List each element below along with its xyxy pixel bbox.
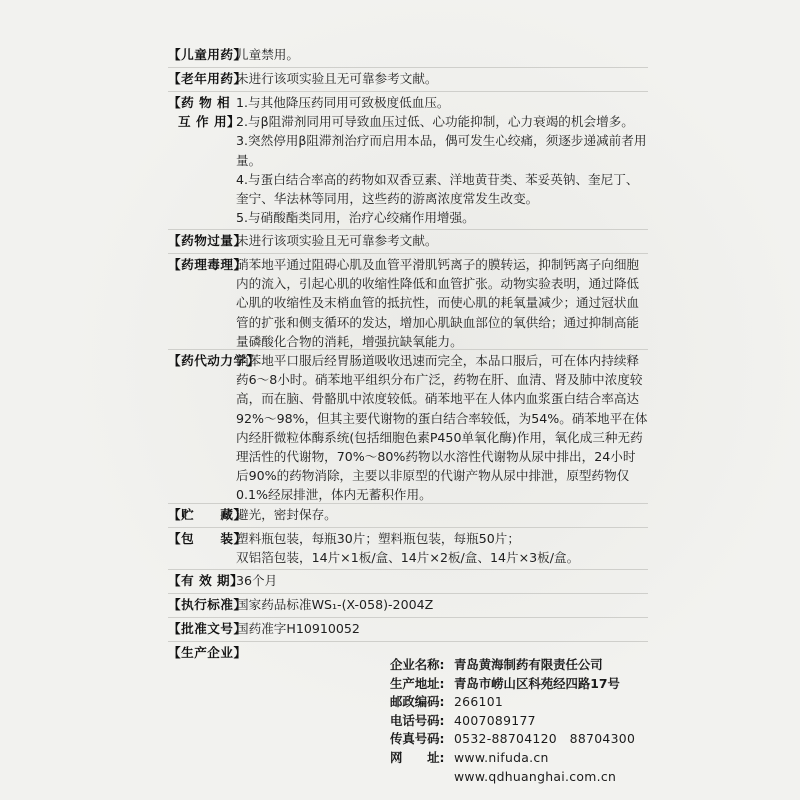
section-text	[236, 69, 648, 88]
text-line: 未进行该项实验且无可靠参考文献。	[236, 233, 438, 248]
company-address-row	[390, 675, 680, 694]
section-overdose	[168, 229, 648, 253]
company-fax-row	[390, 730, 680, 749]
label-line: 【药 物 相	[168, 95, 231, 110]
company-phone-key: 电话号码:	[390, 712, 445, 728]
section-label: 【贮 藏】	[168, 507, 247, 522]
section-text	[236, 529, 648, 567]
section-text	[236, 595, 648, 614]
section-label	[168, 93, 241, 131]
company-web-key: 网 址:	[390, 749, 445, 765]
text-line: 儿童禁用。	[236, 47, 299, 62]
company-address-key: 生产地址:	[390, 675, 445, 691]
section-pediatric	[168, 44, 648, 67]
company-web-row	[390, 749, 680, 768]
section-text	[236, 93, 648, 227]
text-line: 2.与β阻滞剂同用可导致血压过低、心功能抑制，心力衰竭的机会增多。	[236, 114, 634, 130]
company-phone-row	[390, 712, 680, 731]
text-line: 避光，密封保存。	[236, 507, 337, 522]
section-pharmacology	[168, 253, 648, 349]
company-zip: 266101	[454, 694, 504, 710]
company-name-row	[390, 656, 680, 675]
section-label: 【批准文号】	[168, 621, 247, 636]
text-line: 塑料瓶包装，每瓶30片；塑料瓶包装，每瓶50片；	[236, 531, 520, 546]
text-line: 未进行该项实验且无可靠参考文献。	[236, 71, 438, 86]
section-label: 【药物过量】	[168, 233, 247, 248]
label-line: 互 作 用】	[178, 114, 241, 130]
company-web-1: www.nifuda.cn	[454, 749, 549, 765]
drug-leaflet	[168, 44, 648, 665]
section-text	[236, 231, 648, 250]
text-line: 国药准字H10910052	[236, 621, 360, 636]
text-line: 3.突然停用β阻滞剂治疗而启用本品，偶可发生心绞痛，须逐步递减前者用量。	[236, 133, 647, 168]
text-line: 5.与硝酸酯类同用，治疗心绞痛作用增强。	[236, 210, 475, 226]
company-address: 青岛市崂山区科苑经四路17号	[454, 675, 620, 691]
section-packaging	[168, 527, 648, 569]
section-text	[236, 505, 648, 524]
section-geriatric	[168, 67, 648, 91]
section-text	[236, 619, 648, 638]
section-text	[236, 571, 648, 590]
section-approval	[168, 617, 648, 641]
company-fax-key: 传真号码:	[390, 731, 445, 747]
text-line: 国家药品标准WS₁-(X-058)-2004Z	[236, 597, 434, 612]
company-zip-row	[390, 693, 680, 712]
section-label: 【药理毒理】	[168, 257, 247, 272]
section-label: 【药代动力学】	[168, 353, 260, 368]
section-label: 【生产企业】	[168, 645, 247, 660]
company-web-spacer	[390, 768, 454, 787]
company-name-key: 企业名称:	[390, 657, 445, 672]
section-text	[236, 45, 648, 64]
text-line: 4.与蛋白结合率高的药物如双香豆素、洋地黄苷类、苯妥英钠、奎尼丁、奎宁、华法林等同用，这些药的游离浓度常发生改变。	[236, 171, 639, 207]
text-line: 1.与其他降压药同用可致极度低血压。	[236, 95, 450, 110]
text-line: 硝苯地平口服后经胃肠道吸收迅速而完全，本品口服后，可在体内持续释药6～8小时。硝苯地平组织分布广泛，药物在肝、血清、肾及肺中浓度较高，而在脑、骨骼肌中浓度较低。硝苯地平在人体内血浆蛋白结合率高达92%～98%，但其主要代谢物的蛋白结合率较低，为54%。硝苯地平在体内经肝微粒体酶系统(包括细胞色素P450单氧化酶)作用，氧化成三种无药理活性的代谢物，70%～80%药物以水溶性代谢物从尿中排出，24小时后90%的药物消除，主要以非原型的代谢产物从尿中排泄，原型药物仅0.1%经尿排泄，体内无蓄积作用。	[236, 353, 648, 503]
company-phone: 4007089177	[454, 712, 536, 728]
section-label: 【执行标准】	[168, 597, 247, 612]
section-storage	[168, 503, 648, 527]
company-name: 青岛黄海制药有限责任公司	[454, 657, 603, 672]
company-web-2: www.qdhuanghai.com.cn	[454, 768, 617, 784]
text-line: 双铝箔包装，14片×1板/盒、14片×2板/盒、14片×3板/盒。	[236, 550, 580, 566]
section-pharmacokinetics	[168, 349, 648, 503]
section-label: 【有 效 期】	[168, 573, 244, 588]
text-line: 硝苯地平通过阻碍心肌及血管平滑肌钙离子的膜转运，抑制钙离子向细胞内的流入，引起心肌的收缩性降低和血管扩张。动物实验表明，通过降低心肌的收缩性及末梢血管的抵抗性，而使心肌的耗氧量减少；通过冠状血管的扩张和侧支循环的发达，增加心肌缺血部位的氧供给；通过抑制高能量磷酸化合物的消耗，增强抗缺氧能力。	[236, 257, 639, 349]
company-zip-key: 邮政编码:	[390, 694, 445, 710]
section-text	[236, 351, 648, 505]
text-line: 36个月	[236, 573, 278, 588]
section-standard	[168, 593, 648, 617]
section-label: 【儿童用药】	[168, 47, 247, 62]
section-interactions	[168, 91, 648, 229]
section-expiry	[168, 569, 648, 593]
section-text	[236, 255, 648, 351]
company-web-row-2	[390, 768, 680, 787]
company-info	[390, 656, 680, 786]
company-fax: 0532-88704120 88704300	[454, 731, 636, 747]
section-label: 【老年用药】	[168, 71, 247, 86]
section-label: 【包 装】	[168, 531, 247, 546]
